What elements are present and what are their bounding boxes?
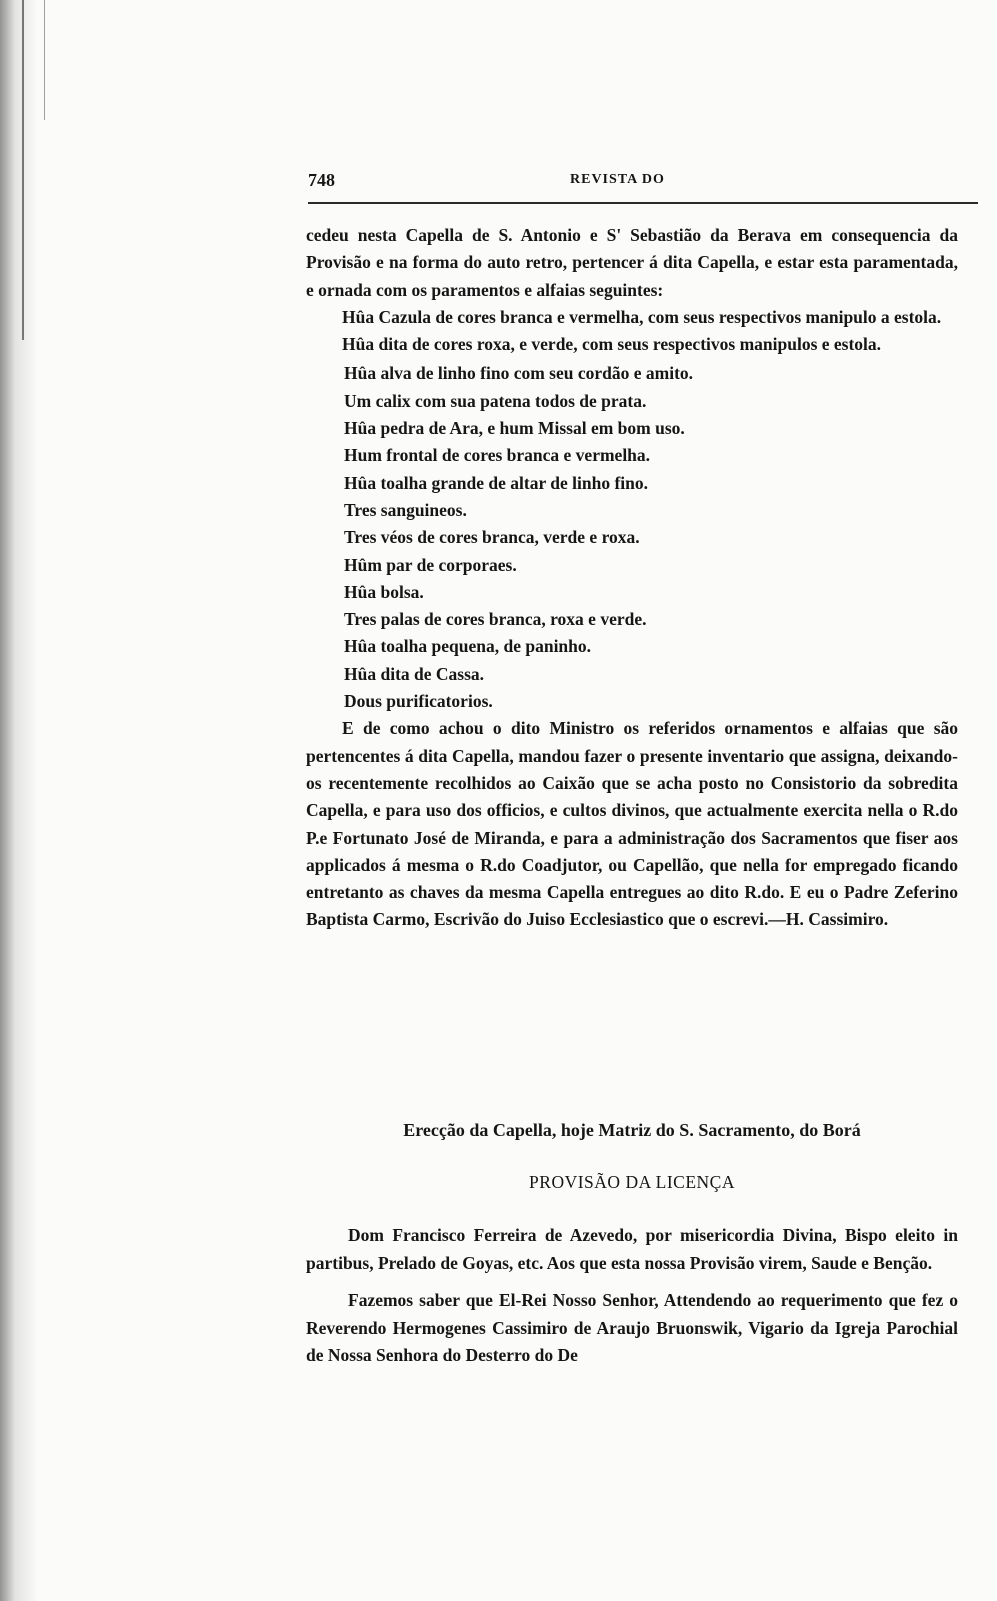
intro-paragraph: cedeu nesta Capella de S. Antonio e S' Sebastião da Berava em consequencia da Provisão e na forma do auto retro, pertencer á dita Capella, e estar esta paramentada, e ornada com os paramentos e alfaias seguintes: bbox=[306, 225, 958, 300]
list-item: Hûm par de corporaes. bbox=[344, 554, 517, 575]
closing-paragraph: E de como achou o dito Ministro os referidos ornamentos e alfaias que são pertencentes á dita Capella, mandou fazer o presente inventario que assigna, deixando-os recentemente recolhidos ao Caixão que se acha posto no Consistorio da sobredita Capella, e para uso dos officios, e cultos divinos, que actualmente exercita nella o R.do P.e Fortunato José de Miranda, e para a administração dos Sacramentos que fiser aos applicados á mesma o R.do Coadjutor, ou Capellão, que nella for empregado ficando entretanto as chaves da mesma Capella entregues ao dito R.do. E eu o Padre Zeferino Baptista Carmo, Escrivão do Juiso Ecclesiastico que o escrevi.—H. Cassimiro. bbox=[306, 718, 958, 930]
running-head: REVISTA DO bbox=[570, 172, 665, 187]
list-item: Hûa toalha grande de altar de linho fino. bbox=[344, 472, 649, 493]
list-item: Hum frontal de cores branca e vermelha. bbox=[344, 445, 651, 466]
page-number: 748 bbox=[308, 170, 335, 190]
list-item: Hûa dita de cores roxa, e verde, com seus respectivos manipulos e estola. bbox=[342, 334, 882, 355]
list-item: Hûa pedra de Ara, e hum Missal em bom uso. bbox=[344, 418, 685, 439]
list-item: Um calix com sua patena todos de prata. bbox=[344, 390, 647, 411]
section-title: Erecção da Capella, hoje Matriz do S. Sacramento, do Borá bbox=[403, 1120, 861, 1140]
list-item: Dous purificatorios. bbox=[344, 691, 493, 712]
main-text bbox=[306, 222, 958, 934]
list-item: Hûa toalha pequena, de paninho. bbox=[344, 636, 592, 657]
list-item: Tres palas de cores branca, roxa e verde. bbox=[344, 609, 647, 630]
paragraph: Fazemos saber que El-Rei Nosso Senhor, Attendendo ao requerimento que fez o Reverendo Hermogenes Cassimiro de Araujo Bruonswik, Vigario da Igreja Parochial de Nossa Senhora do Desterro do De bbox=[306, 1290, 958, 1366]
paragraph: Dom Francisco Ferreira de Azevedo, por misericordia Divina, Bispo eleito in partibus, Prelado de Goyas, etc. Aos que esta nossa Provisão virem, Saude e Benção. bbox=[306, 1225, 958, 1273]
list-item: Hûa alva de linho fino com seu cordão e amito. bbox=[344, 363, 694, 384]
page-edge-line bbox=[22, 0, 24, 340]
list-item: Tres véos de cores branca, verde e roxa. bbox=[344, 527, 640, 548]
list-item: Tres sanguineos. bbox=[344, 499, 467, 520]
page-edge-shadow bbox=[0, 0, 38, 1601]
list-item: Hûa dita de Cassa. bbox=[344, 663, 485, 684]
page-edge-line-secondary bbox=[44, 0, 45, 120]
list-item: Hûa Cazula de cores branca e vermelha, com seus respectivos manipulo a estola. bbox=[342, 306, 942, 327]
sub-title: PROVISÃO DA LICENÇA bbox=[529, 1172, 735, 1192]
list-item: Hûa bolsa. bbox=[344, 581, 424, 602]
page-header bbox=[308, 168, 978, 204]
inventory-list bbox=[306, 360, 958, 715]
provision-text bbox=[306, 1222, 958, 1380]
